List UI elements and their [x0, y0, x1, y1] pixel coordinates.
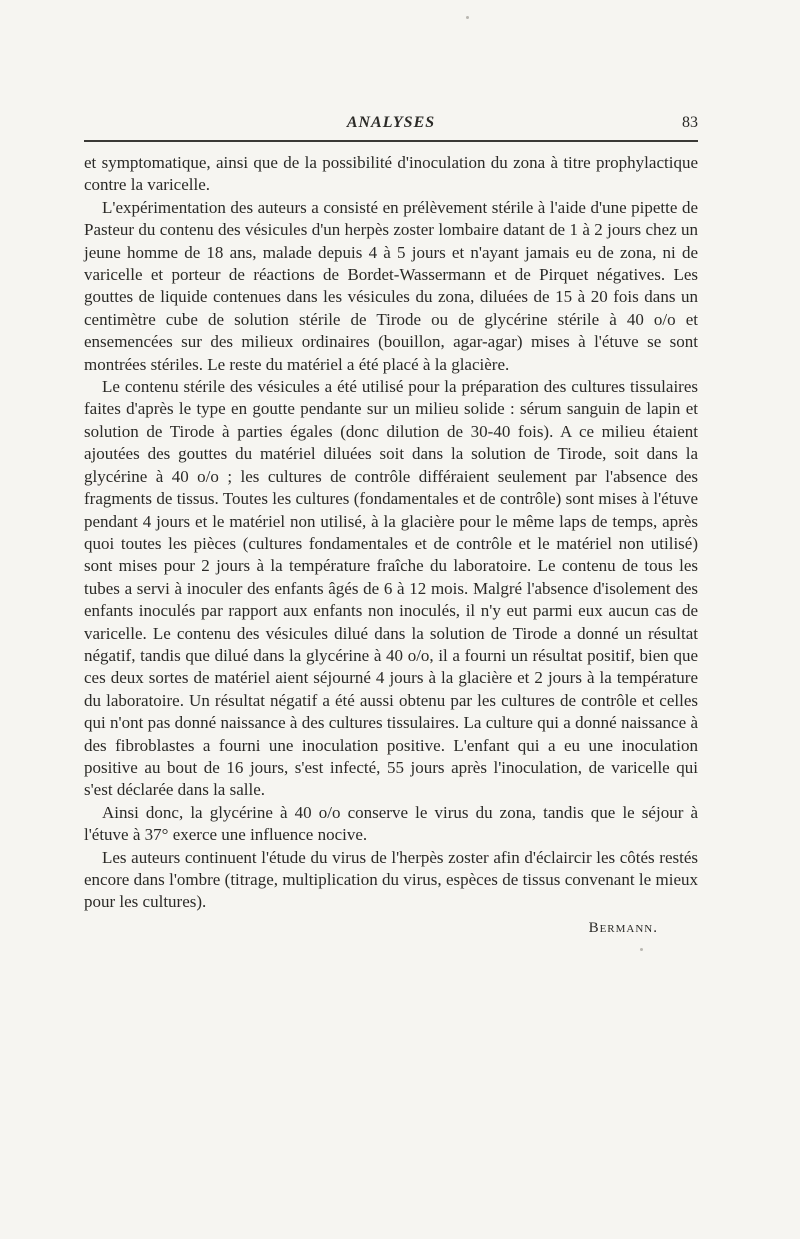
author-signature: Bermann. — [588, 919, 658, 936]
paper-speck — [640, 948, 643, 951]
article-body — [84, 152, 698, 914]
paragraph-conclusion: Ainsi donc, la glycérine à 40 o/o conserve le virus du zona, tandis que le séjour à l'étuve à 37° exerce une influence nocive. — [84, 802, 698, 845]
paragraph-outlook: Les auteurs continuent l'étude du virus de l'herpès zoster afin d'éclaircir les côtés restés encore dans l'ombre (titrage, multiplication du virus, espèces de tissus convenant le mieux pour les cultures). — [84, 847, 698, 912]
section-title: ANALYSES — [346, 114, 436, 131]
paragraph-cultures: Le contenu stérile des vésicules a été utilisé pour la préparation des cultures tissulaires faites d'après le type en goutte pendante sur un milieu solide : sérum sanguin de lapin et solution de Tirode à parties égales (donc dilution de 30-40 fois). A ce milieu étaient ajoutées des gouttes du matériel diluées soit dans la solution de Tirode, soit dans la glycérine à 40 o/o ; les cultures de contrôle différaient seulement par l'absence des fragments de tissus. Toutes les cultures (fondamentales et de contrôle) sont mises à l'étuve pendant 4 jours et le matériel non utilisé, à la glacière pour le même laps de temps, après quoi toutes les pièces (cultures fondamentales et de contrôle et le matériel non utilisé) sont mises pour 2 jours à la température fraîche du laboratoire. Le contenu de tous les tubes a servi à inoculer des enfants âgés de 6 à 12 mois. Malgré l'absence d'isolement des enfants inoculés par rapport aux enfants non inoculés, il n'y eut parmi eux aucun cas de varicelle. Le contenu des vésicules dilué dans la solution de Tirode a donné un résultat négatif, tandis que dilué dans la glycérine à 40 o/o, il a fourni un résultat positif, bien que ces deux sortes de matériel aient séjourné 4 jours à la glacière et 2 jours à la température du laboratoire. Un résultat négatif a été aussi obtenu par les cultures de contrôle et celles qui n'ont pas donné naissance à des cultures tissulaires. La culture qui a donné naissance à des fibroblastes a fourni une inoculation positive. L'enfant qui a eu une inoculation positive au bout de 16 jours, s'est infecté, 55 jours après l'inoculation, de varicelle qui s'est déclarée dans la salle. — [84, 377, 698, 800]
paper-speck — [466, 16, 469, 19]
paragraph-continuation: et symptomatique, ainsi que de la possibilité d'inoculation du zona à titre prophylactique contre la varicelle. — [84, 153, 698, 195]
printed-page — [84, 112, 698, 937]
page-number: 83 — [682, 114, 698, 131]
running-header — [84, 112, 698, 142]
paragraph-experimentation: L'expérimentation des auteurs a consisté en prélèvement stérile à l'aide d'une pipette de Pasteur du contenu des vésicules d'un herpès zoster lombaire datant de 1 à 2 jours chez un jeune homme de 18 ans, malade depuis 4 à 5 jours et n'ayant jamais eu de zona, ni de varicelle et porteur de réactions de Bordet-Wassermann et de Pirquet négatives. Les gouttes de liquide contenues dans les vésicules du zona, diluées de 15 à 20 fois dans un centimètre cube de solution stérile de Tirode ou de glycérine stérile à 40 o/o et ensemencées sur des milieux ordinaires (bouillon, agar-agar) mises à l'étuve se sont montrées stériles. Le reste du matériel a été placé à la glacière. — [84, 197, 698, 374]
